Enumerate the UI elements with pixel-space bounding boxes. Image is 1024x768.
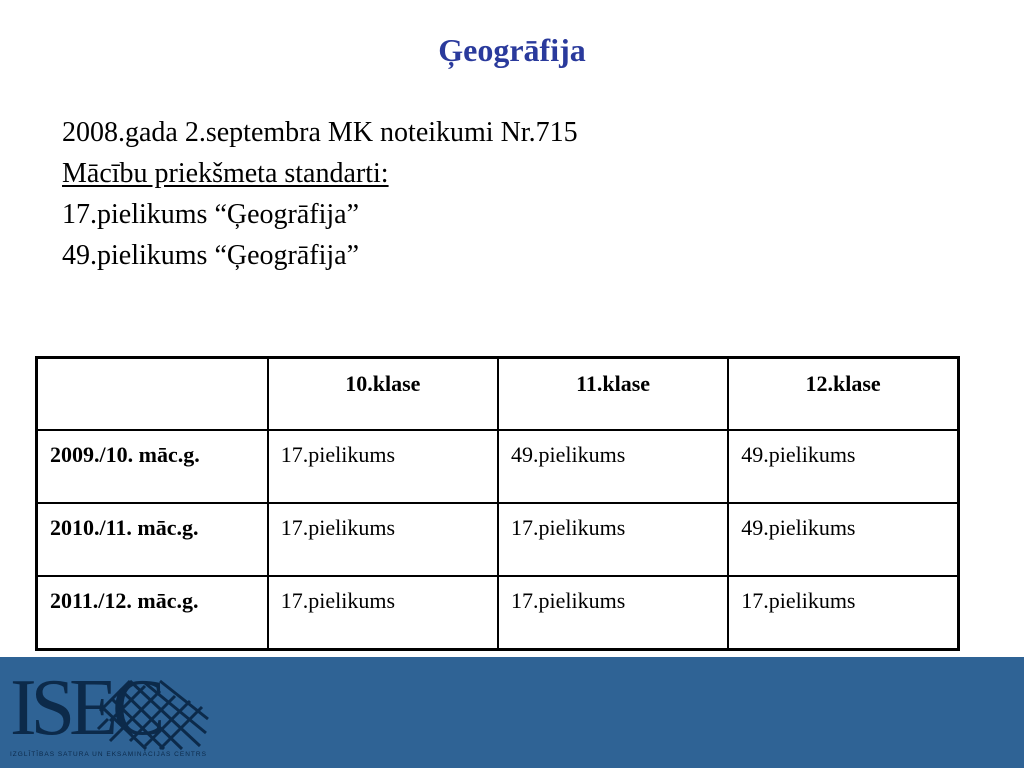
table-cell: 17.pielikums [498,503,728,576]
standards-heading: Mācību priekšmeta standarti: [62,158,389,189]
standards-table [35,356,960,651]
row-header-cell: 2009./10. māc.g. [37,430,268,503]
annex-17-line: 17.pielikums “Ģeogrāfija” [62,199,360,230]
table-row [37,430,959,503]
table-row [37,503,959,576]
logo-caption: IZGLĪTĪBAS SATURA UN EKSAMINĀCIJAS CENTRS [10,751,207,758]
regulation-line: 2008.gada 2.septembra MK noteikumi Nr.715 [62,117,578,148]
table-cell: 17.pielikums [498,576,728,650]
row-header-cell: 2010./11. māc.g. [37,503,268,576]
header-cell-empty [37,358,268,431]
header-cell-grade-12: 12.klase [728,358,958,431]
header-cell-grade-11: 11.klase [498,358,728,431]
isec-logo [10,665,210,765]
intro-text [62,112,578,276]
table-cell: 17.pielikums [268,503,498,576]
annex-49-line: 49.pielikums “Ģeogrāfija” [62,240,360,271]
header-cell-grade-10: 10.klase [268,358,498,431]
isec-lattice-icon [90,671,210,751]
slide-title: Ģeogrāfija [438,32,586,68]
table-cell: 49.pielikums [498,430,728,503]
table-cell: 17.pielikums [268,430,498,503]
row-header-cell: 2011./12. māc.g. [37,576,268,650]
table-cell: 17.pielikums [728,576,958,650]
footer-band [0,657,1024,768]
table-cell: 49.pielikums [728,430,958,503]
table-cell: 17.pielikums [268,576,498,650]
table-header-row [37,358,959,431]
table-row [37,576,959,650]
logo-letters: ISEC [10,664,160,752]
table-cell: 49.pielikums [728,503,958,576]
